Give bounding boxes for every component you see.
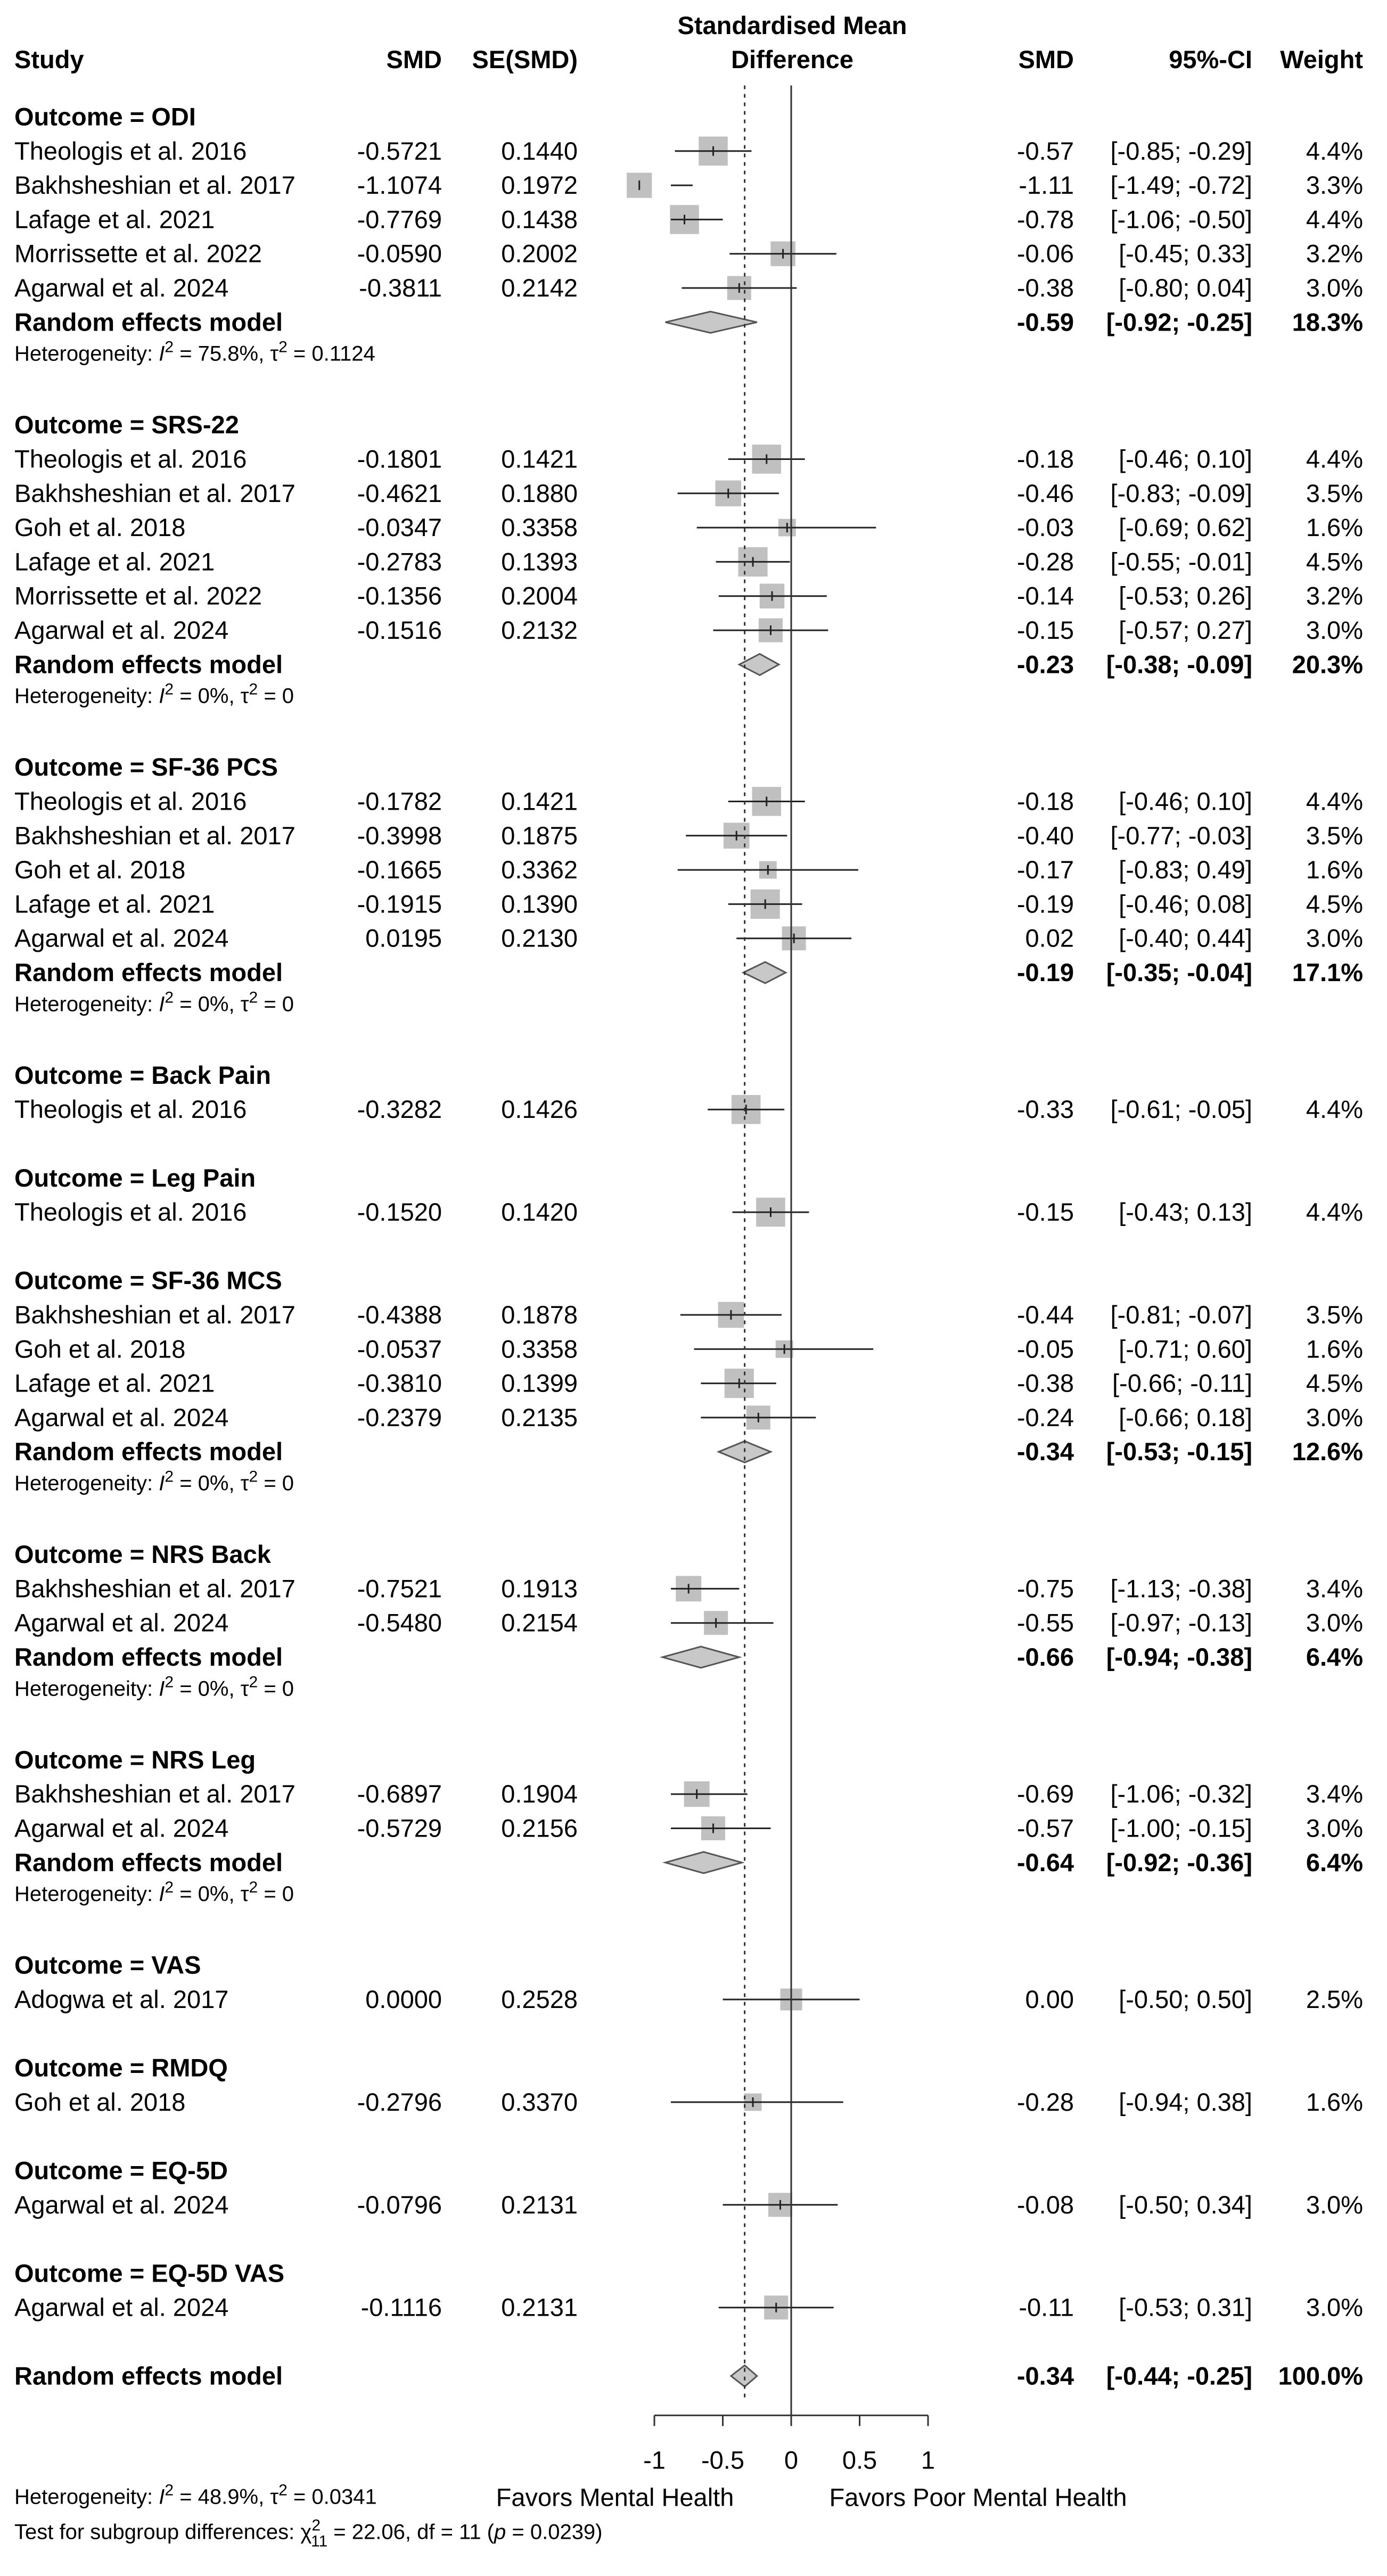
study-row <box>14 1335 1363 1363</box>
study-se: 0.2142 <box>501 274 578 302</box>
overall-heterogeneity: Heterogeneity: $I^2 = 48.9\%$, $\tau^2 = 0.0341$ <box>14 2481 377 2509</box>
study-smd: -0.5721 <box>357 136 442 165</box>
study-smd-rounded: -0.14 <box>1016 581 1074 610</box>
pooled-label: Random effects model <box>14 1643 283 1671</box>
study-weight: 3.0% <box>1306 1403 1363 1431</box>
study-weight: 3.3% <box>1306 171 1363 200</box>
study-name: Theologis et al. 2016 <box>14 445 247 473</box>
study-row <box>14 240 1363 268</box>
study-ci: [-0.45; 0.33] <box>1119 239 1252 268</box>
study-ci: [-0.71; 0.60] <box>1119 1335 1252 1363</box>
study-smd: -0.0590 <box>357 239 442 268</box>
study-se: 0.1421 <box>501 445 578 473</box>
study-se: 0.1393 <box>501 547 578 576</box>
subgroup-9 <box>14 1951 1363 2013</box>
study-row <box>14 1369 1363 1398</box>
study-smd-rounded: -0.57 <box>1016 136 1074 165</box>
study-smd: -0.1915 <box>357 890 442 918</box>
study-name: Lafage et al. 2021 <box>14 547 215 576</box>
study-se: 0.1913 <box>501 1574 578 1603</box>
pooled-ci: [-0.35; -0.04] <box>1106 958 1252 986</box>
study-name: Agarwal et al. 2024 <box>14 274 229 302</box>
study-name: Theologis et al. 2016 <box>14 1198 247 1227</box>
pooled-label: Random effects model <box>14 1437 283 1466</box>
subgroup-label: Outcome = EQ-5D VAS <box>14 2259 285 2287</box>
study-ci: [-0.46; 0.10] <box>1119 445 1252 473</box>
study-row <box>14 547 1363 577</box>
pooled-diamond <box>662 1647 739 1668</box>
pooled-diamond <box>743 962 786 983</box>
study-name: Goh et al. 2018 <box>14 1335 186 1363</box>
study-smd-rounded: -0.17 <box>1016 855 1074 884</box>
study-se: 0.1438 <box>501 205 578 234</box>
header-study: Study <box>14 45 84 73</box>
subgroup-2 <box>14 410 1363 707</box>
study-name: Goh et al. 2018 <box>14 855 186 884</box>
study-name: Bakhsheshian et al. 2017 <box>14 1780 296 1808</box>
study-weight: 3.4% <box>1306 1574 1363 1603</box>
study-row <box>14 1780 1363 1808</box>
pooled-row <box>14 1437 1363 1466</box>
study-smd-rounded: -0.38 <box>1016 274 1074 302</box>
study-row <box>14 582 1363 610</box>
subgroup-label: Outcome = SRS-22 <box>14 410 239 439</box>
study-se: 0.2135 <box>501 1403 578 1431</box>
study-ci: [-1.49; -0.72] <box>1110 171 1252 200</box>
study-smd: -0.2796 <box>357 2087 442 2116</box>
pooled-ci: [-0.92; -0.36] <box>1106 1848 1252 1877</box>
study-ci: [-0.40; 0.44] <box>1119 924 1252 952</box>
study-name: Bakhsheshian et al. 2017 <box>14 479 296 507</box>
subgroup-label: Outcome = VAS <box>14 1950 201 1979</box>
study-ci: [-0.77; -0.03] <box>1110 821 1252 850</box>
study-smd: -0.0537 <box>357 1335 442 1363</box>
study-ci: [-1.06; -0.32] <box>1110 1780 1252 1808</box>
study-name: Lafage et al. 2021 <box>14 205 215 234</box>
subgroup-11 <box>14 2157 1363 2219</box>
study-name: Bakhsheshian et al. 2017 <box>14 1574 296 1603</box>
study-weight: 1.6% <box>1306 1335 1363 1363</box>
study-weight: 2.5% <box>1306 1985 1363 2013</box>
pooled-smd: -0.34 <box>1016 1437 1074 1466</box>
study-smd-rounded: -0.46 <box>1016 479 1074 507</box>
study-smd-rounded: -0.38 <box>1016 1369 1074 1397</box>
subgroup-10 <box>14 2054 1363 2116</box>
study-name: Agarwal et al. 2024 <box>14 2293 229 2322</box>
pooled-row <box>14 308 1363 336</box>
study-weight: 4.5% <box>1306 890 1363 918</box>
study-weight: 3.0% <box>1306 2190 1363 2219</box>
pooled-weight: 6.4% <box>1306 1848 1363 1877</box>
x-tick-label: -0.5 <box>701 2446 744 2474</box>
heterogeneity-text: Heterogeneity: $I^2 = 0\%$, $\tau^2 = 0$ <box>14 1673 294 1701</box>
study-se: 0.2002 <box>501 239 578 268</box>
study-weight: 4.5% <box>1306 1369 1363 1397</box>
study-row <box>14 2191 1363 2219</box>
subgroup-test: Test for subgroup differences: $\chi^2$ 11 = 22.06, df = 11 (p = 0.0239) <box>14 2516 603 2550</box>
pooled-weight: 20.3% <box>1292 650 1363 679</box>
study-smd-rounded: -0.78 <box>1016 205 1074 234</box>
study-row <box>14 855 1363 884</box>
study-se: 0.1399 <box>501 1369 578 1397</box>
study-weight: 4.4% <box>1306 787 1363 816</box>
study-se: 0.2004 <box>501 581 578 610</box>
pooled-weight: 17.1% <box>1292 958 1363 986</box>
study-name: Bakhsheshian et al. 2017 <box>14 1301 296 1329</box>
study-se: 0.1880 <box>501 479 578 507</box>
study-weight: 3.0% <box>1306 1814 1363 1842</box>
study-smd-rounded: -0.08 <box>1016 2190 1074 2219</box>
study-smd-rounded: 0.02 <box>1025 924 1074 952</box>
subgroup-7 <box>14 1540 1363 1700</box>
pooled-ci: [-0.94; -0.38] <box>1106 1643 1252 1671</box>
study-smd-rounded: -0.28 <box>1016 547 1074 576</box>
study-smd: -0.4388 <box>357 1301 442 1329</box>
study-name: Morrissette et al. 2022 <box>14 239 262 268</box>
study-row <box>14 1198 1363 1227</box>
study-se: 0.1420 <box>501 1198 578 1227</box>
study-ci: [-0.50; 0.34] <box>1119 2190 1252 2219</box>
pooled-smd: -0.66 <box>1016 1643 1074 1671</box>
pooled-diamond <box>666 311 757 333</box>
study-smd: -0.6897 <box>357 1780 442 1808</box>
study-se: 0.2154 <box>501 1608 578 1637</box>
study-weight: 3.0% <box>1306 1608 1363 1637</box>
study-name: Adogwa et al. 2017 <box>14 1985 229 2013</box>
subgroup-12 <box>14 2259 1363 2321</box>
study-name: Agarwal et al. 2024 <box>14 616 229 644</box>
subgroup-label: Outcome = SF-36 PCS <box>14 753 278 781</box>
study-name: Agarwal et al. 2024 <box>14 1403 229 1431</box>
subgroup-label: Outcome = RMDQ <box>14 2053 228 2082</box>
study-name: Morrissette et al. 2022 <box>14 581 262 610</box>
study-smd: -0.7521 <box>357 1574 442 1603</box>
header-ci: 95%-CI <box>1169 45 1252 73</box>
pooled-row <box>14 650 1363 678</box>
subgroup-label: Outcome = Back Pain <box>14 1060 271 1089</box>
subgroup-label: Outcome = EQ-5D <box>14 2156 228 2185</box>
study-smd: -0.2783 <box>357 547 442 576</box>
heterogeneity-text: Heterogeneity: $I^2 = 0\%$, $\tau^2 = 0$ <box>14 989 294 1016</box>
pooled-diamond <box>666 1852 742 1873</box>
study-ci: [-1.06; -0.50] <box>1110 205 1252 234</box>
x-tick-label: 0 <box>784 2446 799 2474</box>
overall-ci: [-0.44; -0.25] <box>1106 2361 1252 2390</box>
pooled-label: Random effects model <box>14 650 283 679</box>
header-smd: SMD <box>386 45 442 73</box>
study-se: 0.1972 <box>501 171 578 200</box>
study-ci: [-0.46; 0.10] <box>1119 787 1252 816</box>
subgroup-6 <box>14 1266 1363 1495</box>
study-ci: [-0.50; 0.50] <box>1119 1985 1252 2013</box>
study-ci: [-0.57; 0.27] <box>1119 616 1252 644</box>
study-weight: 1.6% <box>1306 2087 1363 2116</box>
study-row <box>14 479 1363 507</box>
pooled-weight: 12.6% <box>1292 1437 1363 1466</box>
study-ci: [-0.55; -0.01] <box>1110 547 1252 576</box>
study-smd: 0.0000 <box>365 1985 442 2013</box>
study-name: Agarwal et al. 2024 <box>14 924 229 952</box>
study-se: 0.3358 <box>501 1335 578 1363</box>
study-smd: 0.0195 <box>365 924 442 952</box>
study-name: Lafage et al. 2021 <box>14 890 215 918</box>
pooled-ci: [-0.38; -0.09] <box>1106 650 1252 679</box>
study-weight: 3.5% <box>1306 479 1363 507</box>
study-row <box>14 171 1363 199</box>
study-name: Theologis et al. 2016 <box>14 1095 247 1124</box>
study-weight: 4.4% <box>1306 445 1363 473</box>
study-se: 0.3362 <box>501 855 578 884</box>
subgroup-label: Outcome = SF-36 MCS <box>14 1266 282 1295</box>
pooled-smd: -0.59 <box>1016 308 1074 336</box>
study-weight: 3.0% <box>1306 924 1363 952</box>
study-smd: -0.1356 <box>357 581 442 610</box>
study-ci: [-0.97; -0.13] <box>1110 1608 1252 1637</box>
study-smd-rounded: -0.19 <box>1016 890 1074 918</box>
subgroup-label: Outcome = Leg Pain <box>14 1163 256 1192</box>
study-smd-rounded: -0.03 <box>1016 513 1074 542</box>
favors-right-label: Favors Poor Mental Health <box>829 2483 1127 2512</box>
pooled-smd: -0.23 <box>1016 650 1074 679</box>
study-smd: -0.3811 <box>359 274 442 302</box>
study-se: 0.3358 <box>501 513 578 542</box>
study-se: 0.2131 <box>501 2190 578 2219</box>
overall-row <box>14 2361 1363 2390</box>
study-weight: 3.0% <box>1306 2293 1363 2322</box>
study-smd-rounded: -0.57 <box>1016 1814 1074 1842</box>
study-weight: 4.4% <box>1306 1198 1363 1227</box>
study-smd-rounded: -0.44 <box>1016 1301 1074 1329</box>
study-smd: -0.0347 <box>357 513 442 542</box>
study-row <box>14 2088 1363 2116</box>
study-smd-rounded: -0.15 <box>1016 616 1074 644</box>
study-weight: 3.4% <box>1306 1780 1363 1808</box>
study-weight: 3.2% <box>1306 239 1363 268</box>
study-se: 0.2130 <box>501 924 578 952</box>
study-name: Theologis et al. 2016 <box>14 136 247 165</box>
header-row <box>14 11 1363 73</box>
overall-label: Random effects model <box>14 2361 283 2390</box>
study-row <box>14 445 1363 474</box>
x-tick-label: -1 <box>643 2446 666 2474</box>
study-weight: 1.6% <box>1306 513 1363 542</box>
study-name: Goh et al. 2018 <box>14 2087 186 2116</box>
pooled-ci: [-0.92; -0.25] <box>1106 308 1252 336</box>
subgroup-label: Outcome = NRS Back <box>14 1540 271 1569</box>
study-row <box>14 924 1363 952</box>
pooled-weight: 6.4% <box>1306 1643 1363 1671</box>
study-smd: -0.5729 <box>357 1814 442 1842</box>
study-row <box>14 274 1363 302</box>
study-name: Bakhsheshian et al. 2017 <box>14 821 296 850</box>
study-name: Theologis et al. 2016 <box>14 787 247 816</box>
study-row <box>14 616 1363 644</box>
study-smd-rounded: 0.00 <box>1025 1985 1074 2013</box>
study-smd-rounded: -0.11 <box>1019 2293 1074 2322</box>
pooled-smd: -0.19 <box>1016 958 1074 986</box>
study-ci: [-1.13; -0.38] <box>1110 1574 1252 1603</box>
study-smd: -0.3810 <box>357 1369 442 1397</box>
overall-smd: -0.34 <box>1016 2361 1074 2390</box>
study-smd-rounded: -0.69 <box>1016 1780 1074 1808</box>
study-smd-rounded: -0.06 <box>1016 239 1074 268</box>
header-weight: Weight <box>1280 45 1363 73</box>
study-se: 0.1904 <box>501 1780 578 1808</box>
study-se: 0.1440 <box>501 136 578 165</box>
subgroup-label: Outcome = ODI <box>14 102 196 131</box>
study-smd: -0.1801 <box>357 445 442 473</box>
study-ci: [-1.00; -0.15] <box>1110 1814 1252 1842</box>
pooled-ci: [-0.53; -0.15] <box>1106 1437 1252 1466</box>
study-smd: -0.0796 <box>357 2190 442 2219</box>
study-se: 0.1421 <box>501 787 578 816</box>
study-row <box>14 513 1363 541</box>
study-ci: [-0.53; 0.31] <box>1119 2293 1252 2322</box>
study-row <box>14 787 1363 816</box>
heterogeneity-text: Heterogeneity: $I^2 = 0\%$, $\tau^2 = 0$ <box>14 1879 294 1906</box>
study-name: Agarwal et al. 2024 <box>14 1814 229 1842</box>
study-row <box>14 1985 1363 2013</box>
study-smd: -0.7769 <box>357 205 442 234</box>
study-smd-rounded: -0.05 <box>1016 1335 1074 1363</box>
pooled-label: Random effects model <box>14 1848 283 1877</box>
study-ci: [-0.66; -0.11] <box>1112 1369 1252 1397</box>
study-smd-rounded: -0.75 <box>1016 1574 1074 1603</box>
study-ci: [-0.53; 0.26] <box>1119 581 1252 610</box>
header-smd-right: SMD <box>1018 45 1074 73</box>
pooled-row <box>14 1848 1363 1877</box>
study-name: Lafage et al. 2021 <box>14 1369 215 1397</box>
study-weight: 4.5% <box>1306 547 1363 576</box>
study-row <box>14 205 1363 234</box>
study-smd: -1.1074 <box>357 171 442 200</box>
header-se: SE(SMD) <box>472 45 578 73</box>
study-ci: [-0.61; -0.05] <box>1110 1095 1252 1124</box>
study-se: 0.2131 <box>501 2293 578 2322</box>
study-ci: [-0.69; 0.62] <box>1119 513 1252 542</box>
subgroup-1 <box>14 103 1363 366</box>
study-smd-rounded: -0.15 <box>1016 1198 1074 1227</box>
heterogeneity-text: Heterogeneity: $I^2 = 75.8\%$, $\tau^2 = 0.1124$ <box>14 338 375 366</box>
study-smd: -0.1520 <box>357 1198 442 1227</box>
study-se: 0.1426 <box>501 1095 578 1124</box>
study-row <box>14 821 1363 850</box>
study-row <box>14 1301 1363 1329</box>
study-weight: 4.4% <box>1306 1095 1363 1124</box>
subgroup-label: Outcome = NRS Leg <box>14 1745 256 1774</box>
study-smd: -0.5480 <box>357 1608 442 1637</box>
study-smd: -0.3998 <box>357 821 442 850</box>
study-weight: 3.5% <box>1306 1301 1363 1329</box>
study-smd: -0.1116 <box>360 2293 442 2322</box>
study-se: 0.1390 <box>501 890 578 918</box>
study-se: 0.1878 <box>501 1301 578 1329</box>
study-ci: [-0.66; 0.18] <box>1119 1403 1252 1431</box>
favors-left-label: Favors Mental Health <box>496 2483 734 2512</box>
heterogeneity-text: Heterogeneity: $I^2 = 0\%$, $\tau^2 = 0$ <box>14 1468 294 1495</box>
study-smd-rounded: -0.28 <box>1016 2087 1074 2116</box>
study-smd-rounded: -1.11 <box>1019 171 1074 200</box>
study-weight: 3.0% <box>1306 274 1363 302</box>
study-smd: -0.1782 <box>357 787 442 816</box>
study-row <box>14 137 1363 166</box>
pooled-row <box>14 1643 1363 1671</box>
study-smd-rounded: -0.40 <box>1016 821 1074 850</box>
study-smd: -0.1516 <box>357 616 442 644</box>
study-ci: [-0.83; -0.09] <box>1110 479 1252 507</box>
study-se: 0.2528 <box>501 1985 578 2013</box>
study-ci: [-0.80; 0.04] <box>1119 274 1252 302</box>
study-row <box>14 1574 1363 1602</box>
study-ci: [-0.81; -0.07] <box>1110 1301 1252 1329</box>
x-tick-label: 0.5 <box>842 2446 877 2474</box>
study-smd: -0.1665 <box>357 855 442 884</box>
pooled-smd: -0.64 <box>1016 1848 1074 1877</box>
study-smd: -0.3282 <box>357 1095 442 1124</box>
study-ci: [-0.83; 0.49] <box>1119 855 1252 884</box>
study-se: 0.1875 <box>501 821 578 850</box>
study-smd: -0.2379 <box>357 1403 442 1431</box>
subgroup-3 <box>14 753 1363 1016</box>
heterogeneity-text: Heterogeneity: $I^2 = 0\%$, $\tau^2 = 0$ <box>14 680 294 708</box>
subgroup-5 <box>14 1164 1363 1227</box>
study-row <box>14 1814 1363 1842</box>
study-smd-rounded: -0.18 <box>1016 445 1074 473</box>
study-smd-rounded: -0.55 <box>1016 1608 1074 1637</box>
study-se: 0.2132 <box>501 616 578 644</box>
x-tick-label: 1 <box>921 2446 935 2474</box>
pooled-row <box>14 958 1363 986</box>
study-row <box>14 890 1363 919</box>
study-row <box>14 1403 1363 1431</box>
study-weight: 4.4% <box>1306 205 1363 234</box>
study-ci: [-0.94; 0.38] <box>1119 2087 1252 2116</box>
study-ci: [-0.43; 0.13] <box>1119 1198 1252 1227</box>
study-weight: 4.4% <box>1306 136 1363 165</box>
study-smd-rounded: -0.18 <box>1016 787 1074 816</box>
study-name: Goh et al. 2018 <box>14 513 186 542</box>
study-weight: 3.2% <box>1306 581 1363 610</box>
subgroup-8 <box>14 1746 1363 1906</box>
study-smd-rounded: -0.33 <box>1016 1095 1074 1124</box>
study-se: 0.2156 <box>501 1814 578 1842</box>
study-weight: 3.5% <box>1306 821 1363 850</box>
study-name: Bakhsheshian et al. 2017 <box>14 171 296 200</box>
study-se: 0.3370 <box>501 2087 578 2116</box>
study-smd-rounded: -0.24 <box>1016 1403 1074 1431</box>
study-smd: -0.4621 <box>357 479 442 507</box>
header-plot-title-line2: Difference <box>731 45 853 73</box>
study-ci: [-0.46; 0.08] <box>1119 890 1252 918</box>
pooled-label: Random effects model <box>14 958 283 986</box>
study-row <box>14 2293 1363 2322</box>
study-row <box>14 1095 1363 1124</box>
subgroup-4 <box>14 1061 1363 1124</box>
pooled-label: Random effects model <box>14 308 283 336</box>
study-weight: 3.0% <box>1306 616 1363 644</box>
overall-weight: 100.0% <box>1278 2361 1363 2390</box>
pooled-weight: 18.3% <box>1292 308 1363 336</box>
header-plot-title-line1: Standardised Mean <box>677 11 907 39</box>
study-ci: [-0.85; -0.29] <box>1110 136 1252 165</box>
study-row <box>14 1609 1363 1637</box>
study-name: Agarwal et al. 2024 <box>14 1608 229 1637</box>
study-name: Agarwal et al. 2024 <box>14 2190 229 2219</box>
study-weight: 1.6% <box>1306 855 1363 884</box>
forest-rows <box>14 103 1363 2390</box>
